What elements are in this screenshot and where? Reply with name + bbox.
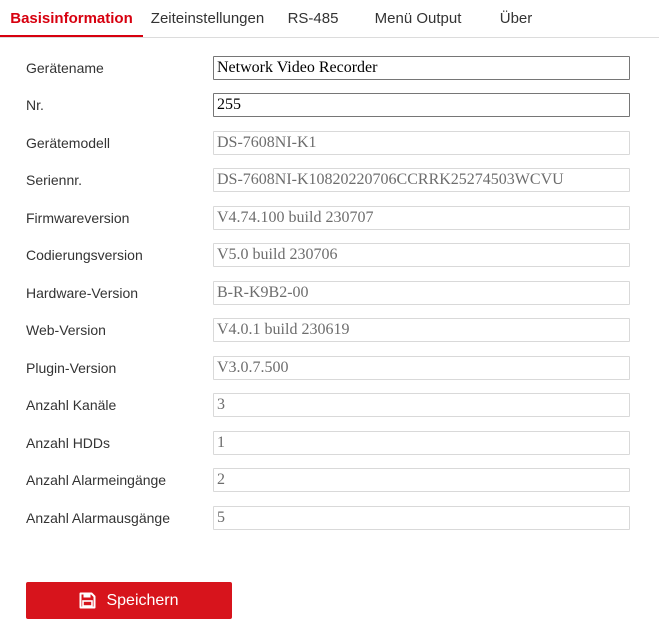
form-row-device-name <box>0 56 659 80</box>
form-row-plugin <box>0 356 659 380</box>
firmware-field <box>213 206 630 230</box>
plugin-version-label: Plugin-Version <box>26 360 117 376</box>
channels-field <box>213 393 630 417</box>
device-name-label: Gerätename <box>26 60 104 76</box>
floppy-disk-icon <box>79 592 96 609</box>
form-row-channels <box>0 393 659 417</box>
alarm-outputs-field <box>213 506 630 530</box>
tab-bar <box>0 0 659 38</box>
serial-label: Seriennr. <box>26 172 83 188</box>
firmware-label: Firmwareversion <box>26 210 130 226</box>
tab-ueber[interactable]: Über <box>499 10 533 27</box>
save-button[interactable] <box>26 582 232 619</box>
tab-basisinformation[interactable]: Basisinformation <box>10 10 133 27</box>
form-row-alarm-inputs <box>0 468 659 492</box>
alarm-outputs-label: Anzahl Alarmausgänge <box>26 510 170 526</box>
encoding-label: Codierungsversion <box>26 247 143 263</box>
plugin-version-field <box>213 356 630 380</box>
web-version-field <box>213 318 630 342</box>
form-row-firmware <box>0 206 659 230</box>
form-row-serial <box>0 168 659 192</box>
form-row-hardware <box>0 281 659 305</box>
serial-field <box>213 168 630 192</box>
form-row-web <box>0 318 659 342</box>
tab-menu-output[interactable]: Menü Output <box>374 10 462 27</box>
form-row-number <box>0 93 659 117</box>
encoding-field <box>213 243 630 267</box>
hdds-label: Anzahl HDDs <box>26 435 111 451</box>
form-row-alarm-outputs <box>0 506 659 530</box>
form-row-encoding <box>0 243 659 267</box>
device-name-input[interactable] <box>213 56 630 80</box>
alarm-inputs-label: Anzahl Alarmeingänge <box>26 472 167 488</box>
model-label: Gerätemodell <box>26 135 111 151</box>
alarm-inputs-field <box>213 468 630 492</box>
form-row-model <box>0 131 659 155</box>
hardware-field <box>213 281 630 305</box>
web-version-label: Web-Version <box>26 322 106 338</box>
channels-label: Anzahl Kanäle <box>26 397 117 413</box>
form-row-hdds <box>0 431 659 455</box>
save-button-label: Speichern <box>106 591 179 609</box>
hdds-field <box>213 431 630 455</box>
active-tab-indicator <box>0 35 143 37</box>
number-input[interactable] <box>213 93 630 117</box>
tab-zeiteinstellungen[interactable]: Zeiteinstellungen <box>150 10 265 27</box>
model-field <box>213 131 630 155</box>
number-label: Nr. <box>26 97 44 113</box>
tab-rs-485[interactable]: RS-485 <box>287 10 339 27</box>
hardware-label: Hardware-Version <box>26 285 139 301</box>
